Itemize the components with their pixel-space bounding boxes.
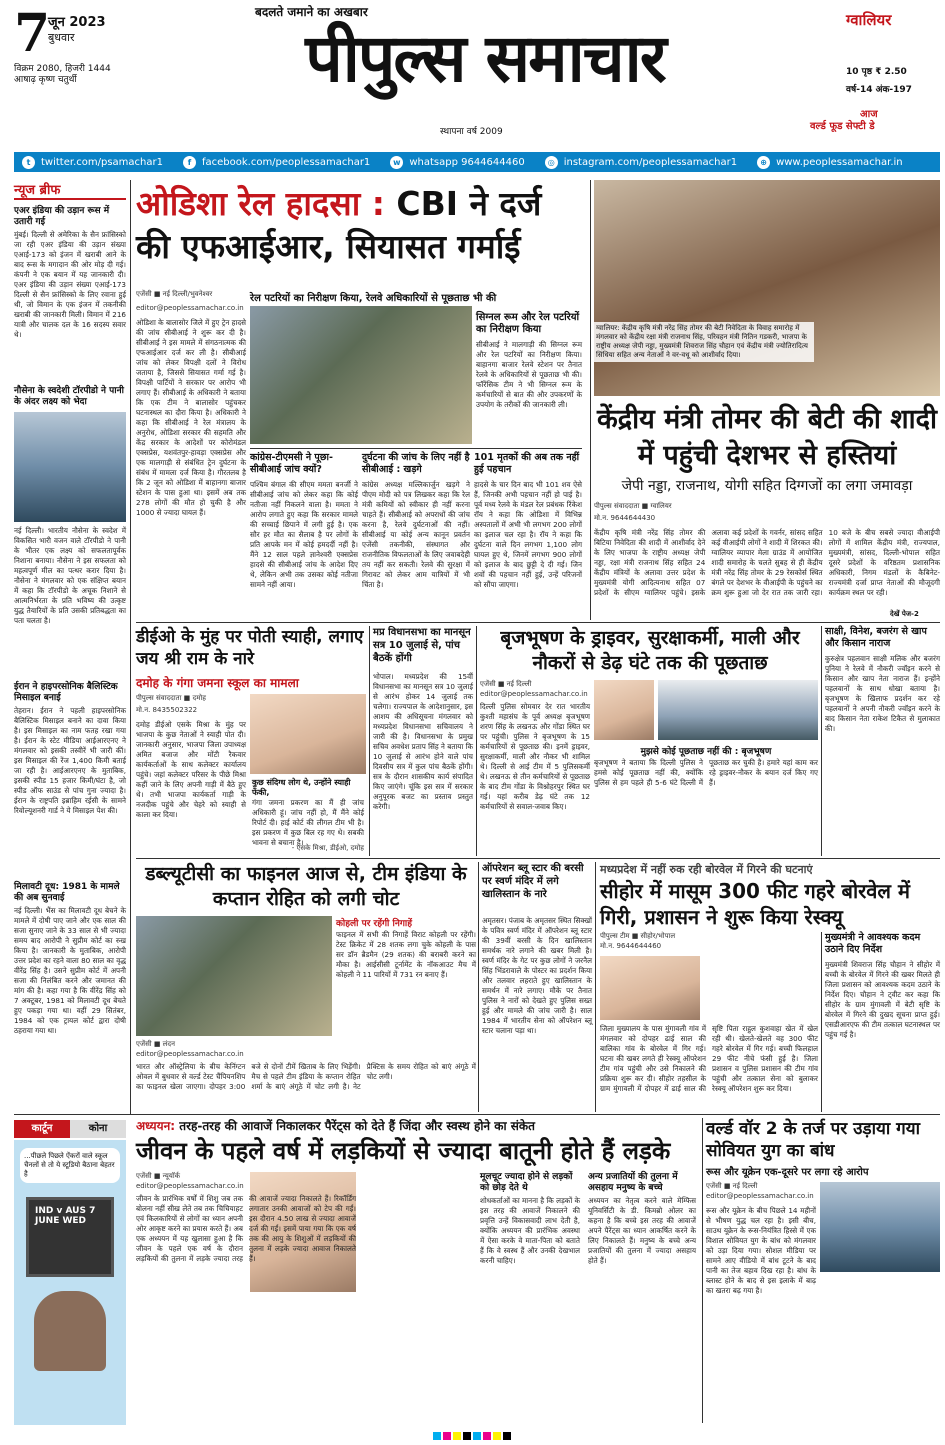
study-kicker-line: [136, 1118, 696, 1134]
brief-body: नई दिल्ली। भैंस का मिलावटी दूध बेचने के मामले में दोषी पाए जाने और एक साल की सजा सुनाए जाने के 33 साल से भी ज्यादा समय बाद आरोपी ने सुप्रीम कोर्ट का रुख किया है। जानकारी के मुताबिक, आरोपी उत्तर प्रदेश का रहने वाला 80 साल का वृद्ध वीरेंद्र सिंह है। उसने सुप्रीम कोर्ट में अपनी सजा की निलंबित करने और जमानत की मांग की है। कहा गया है कि वीरेंद्र सिंह को 7 अक्टूबर, 1981 को मिलावटी दूध बेचते हुए पकड़ा गया था। वहीं 29 सितंबर, 1984 को एक ट्रायल कोर्ट द्वारा दोषी ठहराया गया था।: [14, 906, 126, 1035]
ink-byline: पीपुल्स संवाददाता ■ दमोह: [136, 694, 206, 702]
wrestlers-headline: साक्षी, विनेश, बजरंग से खाप और किसान नाराज: [825, 626, 927, 649]
cartoon-label-2: कोना: [70, 1120, 126, 1138]
website-link[interactable]: www.peoplessamachar.in: [776, 156, 903, 168]
lead-body: ओडिशा के बालासोर जिले में हुए ट्रेन हादसे की जांच सीबीआई ने शुरू कर दी है। सीबीआई ने इस मामले में संगठनात्मक की एफआईआर दर्ज कर ली है। सीबीआई जांच को लेकर विपक्षी दलों ने विरोध जताया है, जिससे सियासत गर्मा गई है। विपक्षी पार्टियों ने सरकार पर आरोप भी लगाए हैं। सीबीआई के अधिकारी ने बताया कि एक टीम ने बालासोर पहुंचकर घटनास्थल का दौरा किया है। अधिकारी ने कहा कि सीबीआई ने रेल मंत्रालय के अनुरोध, ओडिशा सरकार की सहमति और केंद्र सरकार के आदेशों पर कोरोमंडल एक्सप्रेस, यशवंतपुर-हावड़ा एक्सप्रेस और एक मालगाड़ी से संबंधित ट्रेन दुर्घटना के संबंध में मामला दर्ज किया है। गौरतलब है कि 2 जून को ओडिशा में बाहानगा बाजार स्टेशन के पास हुआ था। इसमें अब तक 278 लोगों की मौत हो चुकी है और 1000 से ज्यादा घायल हैं।: [136, 318, 246, 517]
brief-item: [14, 206, 126, 380]
ink-mob: मो.न. 8435502322: [136, 706, 198, 714]
twitter-link[interactable]: twitter.com/psamachar1: [41, 156, 163, 168]
borewell-mob: मो.न. 9644644460: [600, 942, 662, 950]
study-kicker-rest: तरह-तरह की आवाजें निकालकर पैरेंट्स को देते हैं जिंदा और स्वस्थ होने का संकेत: [175, 1119, 535, 1133]
whatsapp-link[interactable]: whatsapp 9644644460: [409, 156, 525, 168]
brief-body: मुंबई। दिल्ली से अमेरिका के सैन फ्रांसिस्को जा रही एअर इंडिया की उड़ान संख्या एआई-173 को इंजन में खराबी आने के बाद रूस के मगादान की ओर मोड़ दी गई। कंपनी ने एक बयान में यह जानकारी दी। एअर इंडिया की उड़ान संख्या एआई-173 दिल्ली से सैन फ्रांसिस्को के लिए रवाना हुई थी, जो विमान के एक इंजन में तकनीकी खराबी की जानकारी मिली। विमान में 216 यात्री और चालक दल के 16 सदस्य सवार थे।: [14, 230, 126, 339]
cartoon-panel: [14, 1140, 126, 1425]
lead-headline-kicker: ओडिशा रेल हादसा :: [136, 184, 385, 223]
house-gate-photo: [658, 680, 818, 740]
tomar-see-page[interactable]: देखें पेज-2: [890, 610, 919, 618]
dam-body: रूस और यूक्रेन के बीच पिछले 14 महीनों से भीषण युद्ध चल रहा है। इसी बीच, साउथ यूक्रेन के रूस-नियंत्रित हिस्से में एक विशाल सोवियत युग के बांध को मंगलवार को उड़ा दिया गया। सोशल मीडिया पर सामने आए वीडियो में बांध टूटने के बाद पानी का तेज बहाव दिख रहा है। बांध के ब्लास्ट होने के बाद से इस इलाके में बाढ़ का खतरा बढ़ गया है।: [706, 1206, 816, 1295]
newspaper-name: पीपुल्स समाचार: [305, 20, 665, 97]
cartoon-tv: IND v AUS 7 JUNE WED: [26, 1197, 114, 1277]
instagram-icon: ◎: [545, 156, 558, 169]
wtc-headline: डब्ल्यूटीसी का फाइनल आज से, टीम इंडिया के कप्तान रोहित को लगी चोट: [145, 863, 467, 910]
cm-headline: मुख्यमंत्री ने आवश्यक कदम उठाने दिए निर्देश: [825, 932, 921, 955]
sub2-headline: दुर्घटना की जांच के लिए नहीं है सीबीआई : खड़गे: [362, 452, 470, 475]
brij-photo-headline: मुझसे कोई पूछताछ नहीं की : बृजभूषण: [640, 747, 772, 757]
dam-body-continued: [820, 1276, 940, 1422]
wtc-byline: एजेंसी ■ लंदन: [136, 1040, 176, 1048]
brief-headline: नौसेना के स्वदेशी टॉरपीडो ने पानी के अंदर लक्ष्य को भेदा: [14, 386, 124, 407]
rail-track-photo: [250, 306, 472, 444]
color-registration-strip: [300, 1432, 645, 1440]
torpedo-photo: [14, 412, 126, 522]
tomar-body: केंद्रीय कृषि मंत्री नरेंद्र सिंह तोमर की बिटिया निवेदिता की शादी में आशीर्वाद देने के लिए भाजपा के राष्ट्रीय अध्यक्ष जेपी नड्डा, रक्षा मंत्री राजनाथ सिंह सहित 24 केंद्रीय मंत्रियों के अलावा उत्तर प्रदेश के मुख्यमंत्री योगी आदित्यनाथ सहित 07 प्रदेशों के सीएम ग्वालियर पहुंचे। इसके अलावा कई प्रदेशों के गवर्नर, सांसद सहित कई वीआईपी लोगों ने शादी में शिरकत की। ग्वालियर व्यापार मेला ग्राउंड में आयोजित शादी समारोह के चलते सुबह से ही केंद्रीय मंत्री नरेंद्र सिंह तोमर के 29 रेसकोर्स स्थित बंगले पर देशभर के वीआईपी के पहुंचने का क्रम शुरू हुआ जो देर रात तक जारी रहा। 10 बजे के बीच सबसे ज्यादा वीआईपी लोगों में शामिल केंद्रीय मंत्री, राज्यपाल, मुख्यमंत्री, सांसद, दिल्ली-भोपाल सहित दूसरे प्रदेशों के वरिष्ठतम प्रशासनिक अधिकारी, निगम मंडलों के कैबिनेट-राज्यमंत्री दर्जा प्राप्त नेताओं की मौजूदगी कार्यक्रम स्थल पर रही।: [594, 528, 940, 597]
brief-item: [14, 882, 126, 1106]
dam-photo: [820, 1182, 940, 1272]
sub1-headline: कांग्रेस-टीएमसी ने पूछा- सीबीआई जांच क्यों?: [250, 452, 333, 475]
tomar-byline: पीपुल्स संवाददाता ■ ग्वालियर: [594, 502, 672, 510]
wrestlers-body: कुरुक्षेत्र पहलवान साक्षी मलिक और बजरंग पुनिया ने रेलवे में नौकरी ज्वॉइन करने से किसान और खाप नेता नाराज हैं। इन्होंने पहलवानों के साथ धोखा बताया है। बृजभूषण के खिलाफ प्रदर्शन कर रहे पहलवानों ने अपनी नौकरी ज्वॉइन करने के बाद किसान नेता राकेश टिकैत से मुलाकात की।: [825, 654, 940, 733]
volume-issue: वर्ष-14 अंक-197: [846, 85, 912, 95]
brij-photo-body: बृजभूषण ने बताया कि दिल्ली पुलिस ने हमसे कोई पूछताछ नहीं की, क्योंकि पुलिस से हम पहले ही 5-6 घंटे दिल्ली में पूछताछ कर चुकी है। हमारे यहां काम कर रहे ड्राइवर-नौकर के बयान दर्ज किए गए हैं।: [594, 758, 818, 787]
lead-photo-caption: रेल पटरियों का निरीक्षण किया, रेलवे अधिकारियों से पूछताछ भी की: [250, 293, 497, 304]
assembly-headline: मप्र विधानसभा का मानसून सत्र 10 जुलाई से, पांच बैठकें होंगी: [373, 627, 471, 664]
date-weekday: बुधवार: [48, 31, 75, 44]
brief-item: [14, 682, 126, 876]
brief-body: तेहरान। ईरान ने पहली हाइपरसोनिक बैलिस्टिक मिसाइल बनाने का दावा किया है। इस मिसाइल का नाम फतह रखा गया है। ईरान के स्टेट मीडिया आईआरएनए ने मंगलवार को इसकी तस्वीरें भी जारी कीं। इस मिसाइल की रेंज 1,400 किमी बताई जा रही है। आईआरएनए के मुताबिक, इसकी स्पीड 15 हजार किमी/घंटा है, जो स्पीड ऑफ साउंड से पांच गुना ज्यादा है। ईरान के राष्ट्रपति इब्राहिम रईसी के सामने रिवोल्यूशनरी गार्ड ने ये मिसाइल पेश की।: [14, 706, 126, 815]
brij-headline: बृजभूषण के ड्राइवर, सुरक्षाकर्मी, माली और नौकरों से डेढ़ घंटे तक की पूछताछ: [500, 627, 800, 674]
wtc-label: कोहली पर रहेंगी निगाहें: [336, 919, 413, 929]
ink-photo: [250, 694, 366, 774]
brief-headline: एअर इंडिया की उड़ान रूस में उतारी गई: [14, 206, 110, 227]
brief-headline: मिलावटी दूध: 1981 के मामले की अब सुनवाई: [14, 882, 120, 903]
lead-headline-text: CBI ने दर्ज की एफआईआर, सियासत गर्माई: [136, 184, 542, 266]
whatsapp-icon: w: [390, 156, 403, 169]
study-kicker: अध्ययन:: [136, 1119, 176, 1133]
cartoon-bubble: ...पीछले पिछले ऐंकरों वाले स्कूल चैनलों से तो ये स्टूडियो बैठाना बेहतर है: [20, 1148, 120, 1183]
sub1-body: पश्चिम बंगाल की सीएम ममता बनर्जी ने सीबीआई जांच को लेकर कहा कि कोई नतीजा नहीं निकलने वाला है। ममता ने आरोप लगाते हुए कहा कि सरकार मामले की सच्चाई छिपाने में लगी हुई है। एक सौर हर मौत का सैलाब है पर लोगों के प्रति आपके मन में कोई हमदर्दी नहीं है। मैंने 12 साल पहले ज्ञानेश्वरी एक्सप्रेस हादसे की सीबीआई जांच के आदेश दिए थे, लेकिन अभी तक उसका कोई नतीजा सामने नहीं आया।: [250, 480, 358, 589]
ink-quote: गंगा जमना प्रकरण का मैं ही जांच अधिकारी हूं। जांच नहीं हो, मैं मैंने कोई रिपोर्ट दी। हाई कोर्ट की लीगल टीम भी है। इस प्रकरण में कुछ बिल रह गए थे। सबकी भावना से बचाना है।: [252, 798, 364, 847]
sub2-body: कांग्रेस अध्यक्ष मल्लिकार्जुन खड़गे ने पीएम मोदी को पत्र लिखकर कहा कि रेल मंत्री कमियों को स्वीकार ही नहीं करना चाहते हैं। सीबीआई को अपराधों की जांच करना है, रेलवे दुर्घटनाओं की नहीं। सीबीआई या कोई अन्य कानून प्रवर्तन एजेंसी तकनीकी, संस्थागत और राजनीतिक विफलताओं के लिए जवाबदेही तय नहीं कर सकती। रेलवे की सुरक्षा में गिरावट को लेकर आम यात्रियों में भी चिंता है।: [362, 480, 470, 589]
study-col4-body: अध्ययन का नेतृत्व करने वाले मेम्फिस यूनिवर्सिटी के डी. किमब्रो ओलर का कहना है कि बच्चे इस तरह की आवाजें अपने पैरेंट्स का ध्यान आकर्षित करने के लिए निकालते हैं। मनुष्य के बच्चे अन्य प्रजातियों की तुलना में ज्यादा असहाय होते हैं।: [588, 1196, 696, 1265]
facebook-icon: f: [183, 156, 196, 169]
dam-email: editor@peoplessamachar.co.in: [706, 1192, 814, 1200]
sub3-body: हादसे के चार दिन बाद भी 101 शव ऐसे हैं, जिनकी अभी पहचान नहीं हो पाई है। पूर्व मध्य रेलवे के मंडल रेल प्रबंधक रिंकेश रॉय ने कहा कि ओडिशा में विभिन्न अस्पतालों में अभी भी लगभग 200 लोगों का इलाज चल रहा है। रॉय ने कहा कि दुर्घटना वाले दिन लगभग 1,100 लोग घायल हुए थे, जिनमें लगभग 900 लोगों को इलाज के बाद छुट्टी दे दी गई। जिन शवों की पहचान नहीं हुई, उन्हें परिजनों को सौंपा जाएगा।: [474, 480, 582, 589]
brief-item: [14, 386, 126, 676]
wtc-bullets: फाइनल में सभी की निगाहें विराट कोहली पर रहेंगी। टेस्ट क्रिकेट में 28 शतक लगा चुके कोहली के पास सर डॉन ब्रैडमैन (29 शतक) की बराबरी करने का मौका है। आईसीसी टूर्नामेंट के नॉकआउट मैच में कोहली ने 11 पारियों में 731 रन बनाए हैं।: [336, 930, 476, 979]
date-day: 7: [14, 3, 51, 64]
sub3-headline: 101 मृतकों की अब तक नहीं हुई पहचान: [474, 452, 580, 475]
vikram-samvat: विक्रम 2080, हिजरी 1444: [14, 64, 111, 74]
study-headline: जीवन के पहले वर्ष में लड़कियों से ज्यादा बातूनी होते हैं लड़के: [136, 1137, 671, 1165]
lead-headline: [136, 182, 586, 268]
lead-byline: एजेंसी ■ नई दिल्ली/भुवनेश्वर: [136, 290, 213, 298]
wedding-photo: [594, 180, 940, 396]
borewell-kicker: मध्यप्रदेश में नहीं रुक रही बोरवेल में गिरने की घटनाएं: [600, 863, 813, 876]
cartoon-header: [14, 1120, 126, 1138]
borewell-body: जिला मुख्यालय के पास मुंगावली गांव में मंगलवार को दोपहर ढाई साल की बालिका गांव के बोरवेल में गिर गई। घटना की खबर लगते ही रेस्क्यू ऑपरेशन टीम गांव पहुंची और उसे निकालने की प्रक्रिया शुरू कर दी। सीहोर तहसील के ग्राम मुंगावली में दोपहर में ढाई साल की सृष्टि पिता राहुल कुशवाहा खेत में खेल रही थी। खेलते-खेलते वह 300 फीट गहरे बोरवेल में गिर गई। बच्ची फिलहाल 29 फीट नीचे फंसी हुई है। जिला प्रशासन व पुलिस प्रशासन की टीम गांव पहुंची और तत्काल सेना को बुलाकर रेस्क्यू ऑपरेशन शुरू कर दिया।: [600, 1024, 818, 1093]
instagram-link[interactable]: instagram.com/peoplessamachar1: [563, 156, 738, 168]
operation-body: अमृतसर। पंजाब के अमृतसर स्थित सिक्खों के पवित्र स्वर्ण मंदिर में ऑपरेशन ब्लू स्टार की 39वीं बरसी के दिन खालिस्तान समर्थक नारे लगाने की खबर मिली है। स्वर्ण मंदिर के गेट पर कुछ लोगों ने जरनैल सिंह भिंडरावाले के पोस्टर का प्रदर्शन किया और तलवार लहराते हुए खालिस्तान के समर्थन में नारे लगाए। मौके पर तैनात पुलिस ने नारों को देखते हुए पुलिस सख्त हुई और मामले की जांच जारी है। साल 1984 में भारतीय सेना को ऑपरेशन ब्लू स्टार चलाना पड़ा था।: [482, 916, 592, 1035]
twitter-icon: t: [22, 156, 35, 169]
tomar-headline: केंद्रीय मंत्री तोमर की बेटी की शादी में पहुंची देशभर से हस्तियां: [597, 404, 937, 471]
borewell-byline: पीपुल्स टीम ■ सीहोर/भोपाल: [600, 932, 676, 940]
wtc-body: भारत और ऑस्ट्रेलिया के बीच केनिंग्टन ओवल में बुधवार से वर्ल्ड टेस्ट चैंपियनशिप का फाइनल खेला जाएगा। दोपहर 3:00 बजे से दोनों टीमें खिताब के लिए भिड़ेंगी। मैच से पहले टीम इंडिया के कप्तान रोहित शर्मा के बाएं अंगूठे में चोट लगी है। नेट प्रैक्टिस के समय रोहित को बाएं अंगूठे में चोट लगी।: [136, 1062, 476, 1091]
dam-deck: रूस और यूक्रेन एक-दूसरे पर लगा रहे आरोप: [706, 1167, 869, 1178]
wedding-photo-caption: ग्वालियर: केंद्रीय कृषि मंत्री नरेंद्र सिंह तोमर की बेटी निवेदिता के विवाह समारोह में मंगलवार को केंद्रीय रक्षा मंत्री राजनाथ सिंह, परिवहन मंत्री नितिन गडकरी, भाजपा के राष्ट्रीय अध्यक्ष जेपी नड्डा, मुख्यमंत्री शिवराज सिंह चौहान एवं केंद्रीय मंत्री ज्योतिरादित्य सिंधिया सहित अन्य नेताओं ने वर-वधू को आशीर्वाद दिया।: [594, 322, 814, 362]
ink-quote-by: - एसके मिश्रा, डीईओ, दमोह: [291, 844, 364, 852]
dam-byline: एजेंसी ■ नई दिल्ली: [706, 1182, 758, 1190]
study-col3-body: शोधकर्ताओं का मानना है कि लड़कों के इस तरह की आवाजें निकालने की प्रवृत्ति उन्हें विकासवादी लाभ देती है, क्योंकि अध्ययन की प्रारंभिक अवस्था में ऐसा करके वे माता-पिता को बताते हैं कि वे स्वस्थ हैं और उनकी देखभाल करनी चाहिए।: [480, 1196, 580, 1265]
tomar-deck: जेपी नड्डा, राजनाथ, योगी सहित दिग्गजों का लगा जमावड़ा: [621, 478, 913, 494]
study-col3-headline: मूलचूट ज्यादा होने से लड़कों को छोड़ देते थे: [480, 1172, 573, 1193]
news-brief-column: [14, 180, 126, 1110]
dam-headline: वर्ल्ड वॉर 2 के तर्ज पर उड़ाया गया सोवियत युग का बांध: [706, 1119, 920, 1161]
study-body: जीवन के प्रारंभिक वर्षों में शिशु जब तक बोलना नहीं सीख लेते तब तक चिचियाहट एवं किलकारियों से लोगों का ध्यान अपनी ओर आकृष्ट करने का प्रयास करते हैं। अब एक अध्ययन में यह खुलासा हुआ है कि जीवन के पहले एक वर्ष के दौरान लड़कियों की तुलना में लड़के ज्यादा तरह की आवाजें ज्यादा निकालते हैं। रिकॉर्डिंग लगातार उनकी आवाजों को टेप की गईं। इस दौरान 4.50 लाख से ज्यादा आवाजें दर्ज की गईं। इसमें पाया गया कि एक वर्ष तक की आयु के शिशुओं में लड़कियों की तुलना में लड़के ज्यादा आवाज निकालते हैं।: [136, 1194, 356, 1263]
ink-headline: डीईओ के मुंह पर पोती स्याही, लगाए जय श्री राम के नारे: [136, 627, 364, 669]
today-label: आज: [860, 109, 878, 120]
cartoon-figure: [34, 1291, 106, 1371]
today-event: वर्ल्ड फूड सेफ्टी डे: [810, 121, 875, 132]
lead-email: editor@peoplessamachar.co.in: [136, 304, 244, 312]
brij-email: editor@peoplessamachar.co.in: [480, 690, 588, 698]
brij-body: दिल्ली पुलिस सोमवार देर रात भारतीय कुश्ती महासंघ के पूर्व अध्यक्ष बृजभूषण शरण सिंह के लखनऊ और गोंडा स्थित घर पर पहुंची। पुलिस ने बृजभूषण के 15 कर्मचारियों से पूछताछ की। इनमें ड्राइवर, सुरक्षाकर्मी, माली और नौकर भी शामिल थे। दिल्ली से आई टीम में 5 पुलिसकर्मी थे। लखनऊ से तीन कर्मचारियों से पूछताछ के बाद टीम गोंडा के विश्नोहरपुर स्थित घर गई। यहां करीब डेढ़ घंटे तक 12 कर्मचारियों से सवाल-जवाब किए।: [480, 702, 590, 811]
study-email: editor@peoplessamachar.co.in: [136, 1182, 244, 1190]
child-photo: [600, 956, 700, 1020]
ink-quote-head: कुछ संदिग्ध लोग थे, उन्होंने स्याही फेंकी,: [252, 778, 351, 797]
cartoon-label: कार्टून: [14, 1120, 70, 1138]
tomar-mob: मो.न. 9644644430: [594, 514, 656, 522]
pages-price: 10 पृष्ठ ₹ 2.50: [846, 67, 907, 77]
brief-headline: ईरान ने हाइपरसोनिक बैलिस्टिक मिसाइल बनाई: [14, 682, 118, 703]
established: स्थापना वर्ष 2009: [440, 127, 503, 137]
borewell-headline: सीहोर में मासूम 300 फीट गहरे बोरवेल में गिरी, प्रशासन ने शुरू किया रेस्क्यू: [600, 879, 910, 929]
study-col4-headline: अन्य प्रजातियों की तुलना में असहाय मनुष्य के बच्चे: [588, 1172, 678, 1193]
brijbhushan-photo: [594, 680, 654, 740]
facebook-link[interactable]: facebook.com/peoplessamachar1: [201, 156, 371, 168]
tagline: बदलते जमाने का अखबार: [255, 5, 368, 19]
news-brief-label: न्यूज ब्रीफ: [14, 180, 126, 200]
globe-icon: ⊕: [757, 156, 770, 169]
lead-side-headline: सिग्नल रूम और रेल पटरियों का निरीक्षण किया: [476, 312, 580, 335]
cm-body: मुख्यमंत्री शिवराज सिंह चौहान ने सीहोर में बच्ची के बोरवेल में गिरने की खबर मिलते ही जिला प्रशासन को आवश्यक कदम उठाने के निर्देश दिए। चौहान ने ट्वीट कर कहा कि सीहोर के ग्राम मुंगावली में बेटी सृष्टि के बोरवेल में गिरने की दुखद सूचना प्राप्त हुई। एसडीआरएफ की टीम तत्काल घटनास्थल पर पहुंच गई है।: [825, 960, 940, 1039]
date-block: [14, 3, 164, 86]
social-bar: [14, 152, 940, 172]
operation-headline: ऑपरेशन ब्लू स्टार की बरसी पर स्वर्ण मंदिर में लगे खालिस्तान के नारे: [482, 863, 584, 900]
ink-deck: दमोह के गंगा जमना स्कूल का मामला: [136, 676, 299, 690]
lead-side-body: सीबीआई ने मालगाड़ी की सिग्नल रूम और रेल पटरियों का निरीक्षण किया। बाहानगा बाजार रेलवे स्टेशन पर तैनात रेलवे के अधिकारियों से पूछताछ भी की। फॉरेंसिक टीम ने भी सिग्नल रूम के कर्मचारियों से बात की और उपकरणों के उपयोग के तरीकों की जानकारी ली।: [476, 340, 582, 409]
cricket-photo: [136, 916, 332, 1036]
assembly-body: भोपाल। मध्यप्रदेश की 15वीं विधानसभा का मानसून सत्र 10 जुलाई से आरंभ होकर 14 जुलाई तक चलेगा। राज्यपाल के आदेशानुसार, इस आशय की अधिसूचना मंगलवार को मध्यप्रदेश विधानसभा सचिवालय ने जारी की है। विधानसभा के प्रमुख सचिव अवधेश प्रताप सिंह ने बताया कि 10 जुलाई से आरंभ होने वाले पांच दिवसीय सत्र में कुल पांच बैठकें होंगी। सत्र के दौरान शासकीय कार्य संपादित किए जाएंगे। चूंकि इस सत्र में सरकार अनुपूरक बजट का प्रस्ताव प्रस्तुत करेगी।: [373, 672, 473, 811]
tithi: आषाढ़ कृष्ण चतुर्थी: [14, 75, 77, 85]
ink-body: दमोह डीईओ एसके मिश्रा के मुंह पर भाजपा के कुछ नेताओं ने स्याही पोत दी। जानकारी अनुसार, भाजपा जिला उपाध्यक्ष अमित बजाज और मोंटी रैकवार कार्यकर्ताओं के साथ कलेक्टर कार्यालय पहुंचे। जहां कलेक्टर परिसर के पीछे मिश्रा कहीं जाने के लिए अपनी गाड़ी में बैठे हुए थे। तभी भाजपा कार्यकर्ता गाड़ी के नजदीक पहुंचे और चेहरे को स्याही से काला कर दिया।: [136, 720, 246, 819]
wtc-email: editor@peoplessamachar.co.in: [136, 1050, 244, 1058]
edition-city: ग्वालियर: [846, 11, 892, 29]
brij-byline: एजेंसी ■ नई दिल्ली: [480, 680, 532, 688]
brief-body: नई दिल्ली। भारतीय नौसेना के स्वदेश में विकसित भारी वजन वाले टॉरपीडो ने पानी के भीतर एक लक्ष्य को सफलतापूर्वक निशाना बनाया। नौसेना ने इस सफलता को महत्वपूर्ण मील का पत्थर करार दिया है। नौसेना ने मंगलवार को एक संक्षिप्त बयान में कहा कि टॉरपीडो के अचूक निशाने से आत्मनिर्भरता के प्रति भविष्य की उत्कृष्ट युद्ध तैयारियों के प्रति उसकी प्रतिबद्धता का पता चलता है।: [14, 526, 126, 625]
study-byline: एजेंसी ■ न्यूयॉर्क: [136, 1172, 181, 1180]
date-month: जून 2023: [48, 15, 106, 30]
